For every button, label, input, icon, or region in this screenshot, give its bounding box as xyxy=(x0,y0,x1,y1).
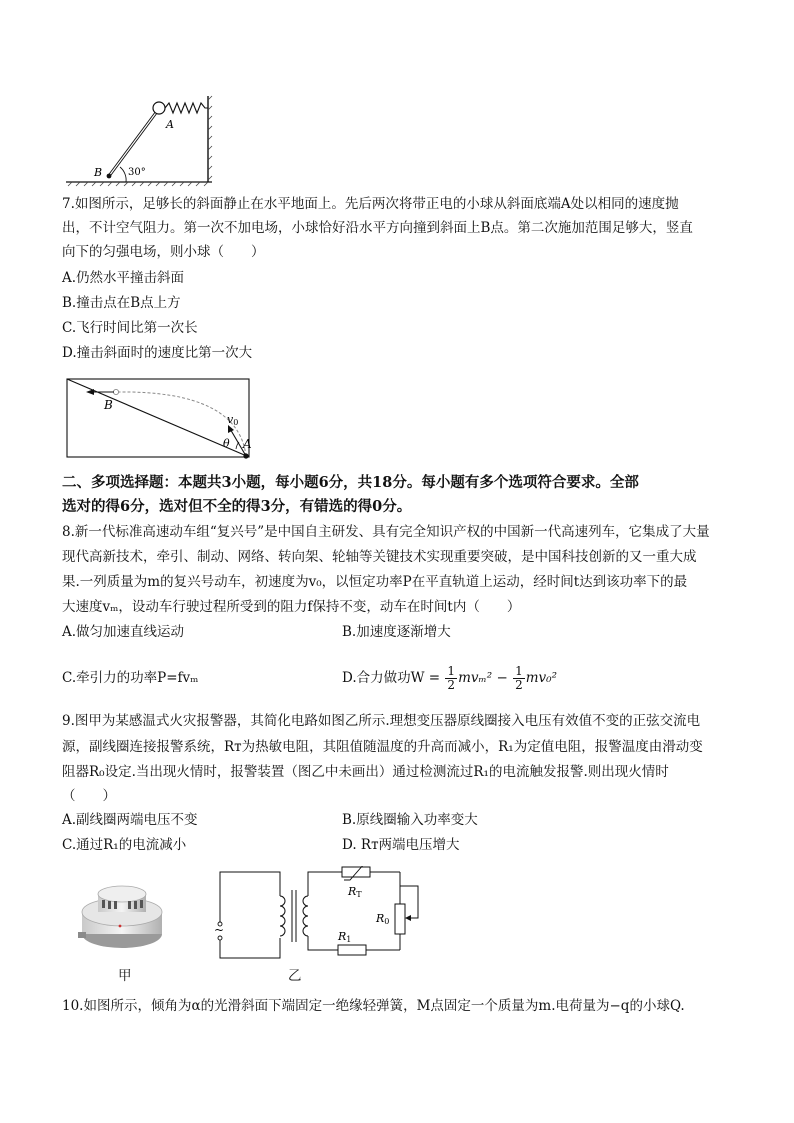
section-2-heading-line-2: 选对的得6分，选对但不全的得3分，有错选的得0分。 xyxy=(62,498,412,515)
q7-option-d[interactable]: D.撞击斜面时的速度比第一次大 xyxy=(62,345,253,361)
fig-q7-label-v: v0 xyxy=(227,413,239,427)
q7-option-c[interactable]: C.飞行时间比第一次长 xyxy=(62,320,198,336)
resistor-rt-label: RT xyxy=(348,885,362,899)
q7-stem-line-2: 出，不计空气阻力。第一次不加电场，小球恰好沿水平方向撞到斜面上B点。第二次施加范围足够大，竖直 xyxy=(62,220,693,236)
fig-q7-label-theta: θ xyxy=(223,437,230,450)
fig-q7-label-A: A xyxy=(243,437,252,451)
transformer-circuit-diagram xyxy=(214,866,434,962)
fig-top-label-A: A xyxy=(166,118,174,131)
q9-stem-line-2: 源，副线圈连接报警系统，Rт为热敏电阻，其阻值随温度的升高而减小，R₁为定值电阻，报警温度由滑动变 xyxy=(62,739,703,755)
q8-option-d-term2: mv₀² xyxy=(525,670,557,686)
q9-stem-line-4: （ ） xyxy=(62,788,116,804)
figure-spring-incline xyxy=(62,92,222,188)
q9-option-d[interactable]: D. Rт两端电压增大 xyxy=(342,837,460,853)
q8-option-c[interactable]: C.牵引力的功率P=fvₘ xyxy=(62,670,199,686)
section-2-heading-line-1: 二、多项选择题：本题共3小题，每小题6分，共18分。每小题有多个选项符合要求。全部 xyxy=(62,474,639,491)
q9-stem-line-3: 阻器R₀设定.当出现火情时，报警装置（图乙中未画出）通过检测流过R₁的电流触发报警.则出现火情时 xyxy=(62,764,669,780)
q9-option-b[interactable]: B.原线圈输入功率变大 xyxy=(342,812,478,828)
q7-stem-line-1: 7.如图所示，足够长的斜面静止在水平地面上。先后两次将带正电的小球从斜面底端A处以相同的速度抛 xyxy=(62,196,679,212)
q8-stem-line-2: 现代高新技术，牵引、制动、网络、转向架、轮轴等关键技术实现重要突破，是中国科技创新的又一重大成 xyxy=(62,549,697,565)
q8-option-d-minus: − xyxy=(496,670,508,686)
resistor-r1-label: R1 xyxy=(338,930,352,944)
q8-option-d[interactable] xyxy=(342,658,557,698)
fig-q7-label-B: B xyxy=(104,398,113,412)
q10-stem-line-1: 10.如图所示，倾角为α的光滑斜面下端固定一绝缘轻弹簧，M点固定一个质量为m.电荷量为−q的小球Q. xyxy=(62,998,685,1014)
q7-option-a[interactable]: A.仍然水平撞击斜面 xyxy=(62,270,185,286)
fig-top-angle-label: 30° xyxy=(128,167,146,178)
q9-option-a[interactable]: A.副线圈两端电压不变 xyxy=(62,812,198,828)
q8-option-b[interactable]: B.加速度逐渐增大 xyxy=(342,624,451,640)
q7-stem-line-3: 向下的匀强电场，则小球（ ） xyxy=(62,244,265,260)
q9-stem-line-1: 9.图甲为某感温式火灾报警器，其简化电路如图乙所示.理想变压器原线圈接入电压有效值不变的正弦交流电 xyxy=(62,713,701,729)
resistor-r0-label: R0 xyxy=(376,912,390,926)
q8-option-d-prefix: D.合力做功W = xyxy=(342,670,441,686)
caption-jia: 甲 xyxy=(118,968,132,984)
q8-stem-line-3: 果.一列质量为m的复兴号动车，初速度为v₀，以恒定功率P在平直轨道上运动，经时间t达到该功率下的最 xyxy=(62,574,688,590)
fraction-half: $\frac{1}{2}$ xyxy=(515,664,523,692)
q8-stem-line-1: 8.新一代标准高速动车组“复兴号”是中国自主研发、具有完全知识产权的中国新一代高速列车，它集成了大量 xyxy=(62,524,710,540)
q7-option-b[interactable]: B.撞击点在B点上方 xyxy=(62,295,181,311)
fig-top-label-B: B xyxy=(94,166,103,179)
smoke-detector-image xyxy=(76,874,172,954)
q8-option-a[interactable]: A.做匀加速直线运动 xyxy=(62,624,185,640)
q9-option-c[interactable]: C.通过R₁的电流减小 xyxy=(62,837,187,853)
q8-stem-line-4: 大速度vₘ，设动车行驶过程所受到的阻力f保持不变，动车在时间t内（ ） xyxy=(62,599,521,615)
ac-source-symbol: ~ xyxy=(214,923,225,937)
q8-option-d-term1: mvₘ² xyxy=(458,670,493,686)
caption-yi: 乙 xyxy=(288,968,302,984)
figure-projectile-incline xyxy=(66,376,256,462)
fraction-half: $\frac{1}{2}$ xyxy=(447,664,456,692)
